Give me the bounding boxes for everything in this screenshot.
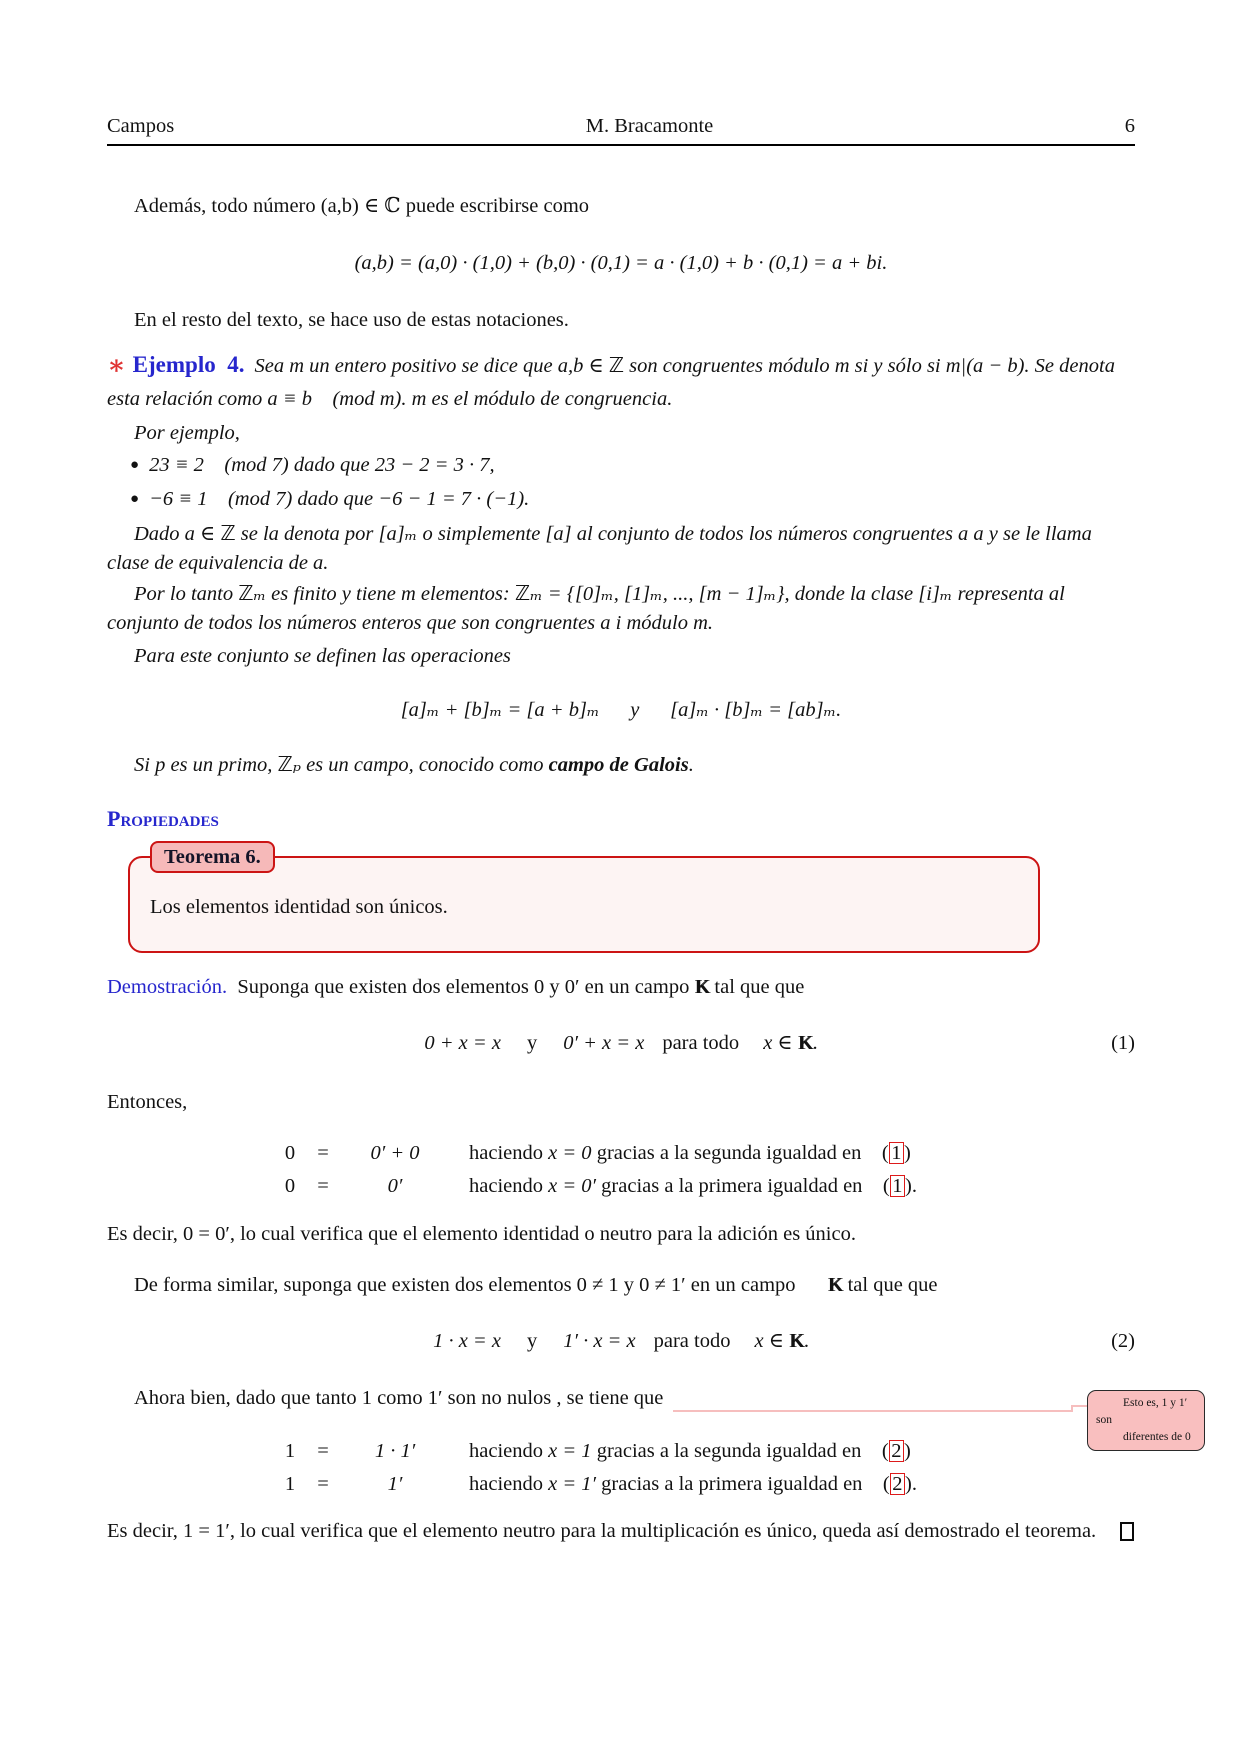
bullet-item-2: ● −6 ≡ 1 (mod 7) dado que −6 − 1 = 7 · (−1).: [130, 488, 530, 510]
paragraph-por-ejemplo: Por ejemplo,: [134, 422, 240, 444]
note-connector-line: [673, 1410, 1073, 1412]
bullet-icon: ●: [130, 491, 140, 507]
margin-note: Esto es, 1 y 1′ son diferentes de 0: [1087, 1390, 1205, 1451]
bullet-icon: ●: [130, 457, 140, 473]
paragraph-de-forma-similar: De forma similar, suponga que existen dos elementos 0 ≠ 1 y 0 ≠ 1′ en un campo K K tal que que: [107, 1271, 1135, 1300]
paragraph-para-conjunto: Para este conjunto se definen las operaciones: [134, 645, 511, 667]
header-author: M. Bracamonte: [585, 115, 714, 137]
reference-link-1[interactable]: 1: [889, 1142, 904, 1164]
section-heading-propiedades: Propiedades: [107, 806, 219, 831]
example-star-icon: ∗: [107, 350, 126, 380]
aligned-equations-2: 1 = 1 · 1′ haciendo x = 1 gracias a la segunda igualdad en ( 2 ) 1 = 1′ haciendo x = 1′ gracias a la primera igualdad en ( 2 ).: [284, 1440, 917, 1495]
paragraph-galois: Si p es un primo, ℤₚ es un campo, conocido como campo de Galois.: [134, 754, 694, 776]
header-page-number: 6: [1124, 115, 1135, 137]
equation-2-tag: (2): [1111, 1330, 1135, 1352]
galois-bold-text: campo de Galois: [548, 754, 689, 776]
paragraph-ademas: Además, todo número (a,b) ∈ ℂ puede escribirse como: [134, 195, 590, 217]
field-K-symbol: K K: [694, 973, 709, 1002]
paragraph-es-decir-1: Es decir, 0 = 0′, lo cual verifica que el elemento identidad o neutro para la adición es único.: [107, 1223, 856, 1245]
paragraph-ahora-bien: Ahora bien, dado que tanto 1 como 1′ son no nulos , se tiene que Esto es, 1 y 1′ son diferentes de 0: [107, 1384, 1135, 1413]
equation-2: 1 · x = x y 1′ · x = x para todo x ∈ K K. (2): [107, 1326, 1135, 1356]
aligned-equations-1: 0 = 0′ + 0 haciendo x = 0 gracias a la segunda igualdad en ( 1 ) 0 = 0′ haciendo x = 0′ gracias a la primera igualdad en ( 1 ).: [284, 1142, 917, 1197]
header-left-title: Campos: [107, 115, 175, 137]
theorem-statement: Los elementos identidad son únicos.: [150, 896, 448, 918]
equation-1-tag: (1): [1111, 1032, 1135, 1054]
equation-operations: [a]ₘ + [b]ₘ = [a + b]ₘ y [a]ₘ · [b]ₘ = [ab]ₘ.: [400, 699, 842, 721]
proof-intro-paragraph: Demostración. Suponga que existen dos elementos 0 y 0′ en un campo K K tal que que: [107, 973, 1135, 1002]
paragraph-final: Es decir, 1 = 1′, lo cual verifica que el elemento neutro para la multiplicación es único, queda así demostrado el teorema.: [107, 1516, 1135, 1547]
reference-link-2[interactable]: 2: [889, 1440, 904, 1462]
reference-link-1[interactable]: 1: [890, 1175, 905, 1197]
proof-label: Demostración.: [107, 976, 228, 998]
field-K-symbol: K K: [789, 1326, 804, 1356]
field-K-symbol: K K: [798, 1028, 813, 1058]
paragraph-entonces: Entonces,: [107, 1091, 188, 1113]
paragraph-por-lo-tanto: Por lo tanto ℤₘ es finito y tiene m elementos: ℤₘ = {[0]ₘ, [1]ₘ, ..., [m − 1]ₘ}, donde la clase [i]ₘ representa al conjunto de todos los números enteros que son congruentes a i módulo m.: [107, 583, 1070, 634]
theorem-box: [128, 846, 1040, 953]
paragraph-resto: En el resto del texto, se hace uso de estas notaciones.: [134, 309, 569, 331]
reference-link-2[interactable]: 2: [890, 1473, 905, 1495]
example-label: Ejemplo 4.: [132, 352, 245, 377]
paragraph-dado: Dado a ∈ ℤ se la denota por [a]ₘ o simplemente [a] al conjunto de todos los números congruentes a a y se le llama clase de equivalencia de a.: [107, 523, 1097, 574]
example-intro-text: Sea m un entero positivo se dice que a,b ∈ ℤ son congruentes módulo m si y sólo si m|(a − b). Se denota esta relación como a ≡ b (mod m). m es el módulo de congruencia.: [107, 355, 1121, 410]
page-header: [107, 0, 1135, 146]
equation-complex: (a,b) = (a,0) · (1,0) + (b,0) · (0,1) = a · (1,0) + b · (0,1) = a + bi.: [354, 252, 888, 274]
theorem-title-tab: Teorema 6.: [150, 841, 275, 873]
equation-1: 0 + x = x y 0′ + x = x para todo x ∈ K K. (1): [107, 1028, 1135, 1058]
qed-symbol: [1120, 1522, 1134, 1541]
field-K-symbol: K K: [801, 1271, 843, 1300]
bullet-item-1: ● 23 ≡ 2 (mod 7) dado que 23 − 2 = 3 · 7,: [130, 454, 495, 476]
example-heading-paragraph: [107, 347, 1135, 416]
